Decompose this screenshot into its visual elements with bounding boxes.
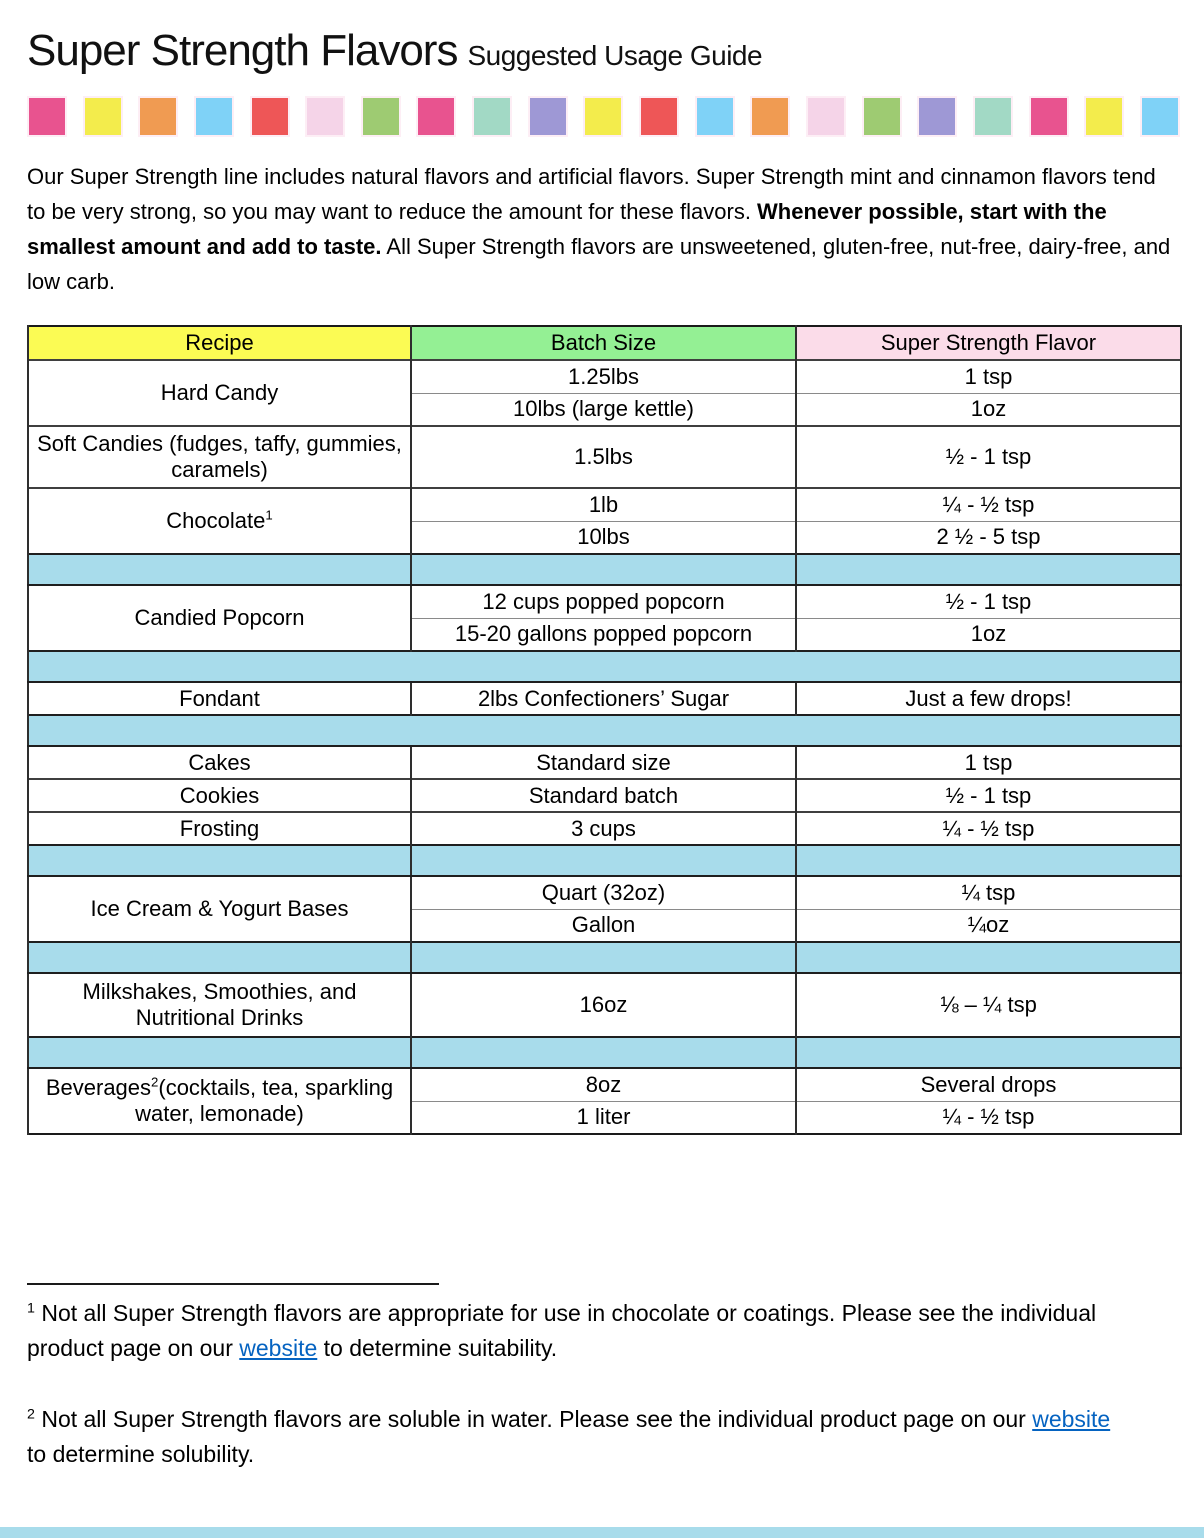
- cell-recipe-hard-candy: Hard Candy: [28, 360, 411, 426]
- cell-batch: 3 cups: [411, 812, 796, 845]
- cell-batch: 16oz: [411, 973, 796, 1037]
- row-chocolate: [28, 488, 1181, 521]
- intro-paragraph: [27, 159, 1180, 299]
- separator-row: [28, 554, 1181, 585]
- color-swatch: [750, 96, 790, 137]
- footnote-2-text-after: to determine solubility.: [27, 1441, 255, 1467]
- footnote-marker-2: 2: [151, 1074, 159, 1090]
- row-milkshakes: [28, 973, 1181, 1037]
- footnote-divider: [27, 1283, 439, 1285]
- cell-flavor: Several drops: [796, 1068, 1181, 1101]
- cell-batch: 1 liter: [411, 1101, 796, 1134]
- cell-recipe-milkshakes: Milkshakes, Smoothies, and Nutritional Drinks: [28, 973, 411, 1037]
- page-title: [27, 26, 1180, 76]
- separator-row: [28, 942, 1181, 973]
- header-flavor: Super Strength Flavor: [796, 326, 1181, 360]
- cell-flavor: 1 tsp: [796, 746, 1181, 779]
- color-swatch: [583, 96, 623, 137]
- cell-recipe-ice-cream: Ice Cream & Yogurt Bases: [28, 876, 411, 942]
- separator-cell: [411, 845, 796, 876]
- color-swatch: [917, 96, 957, 137]
- cell-batch: 10lbs: [411, 521, 796, 554]
- footnote-2-text: Not all Super Strength flavors are soluble in water. Please see the individual product page on our: [34, 1406, 1033, 1432]
- color-strip: [27, 96, 1180, 137]
- separator-cell: [796, 942, 1181, 973]
- color-swatch: [1029, 96, 1069, 137]
- cell-recipe-cookies: Cookies: [28, 779, 411, 812]
- footnote-1-marker: 1: [27, 1300, 35, 1317]
- separator-cell: [796, 845, 1181, 876]
- title-subtitle: Suggested Usage Guide: [467, 40, 763, 71]
- cell-batch: 1.25lbs: [411, 360, 796, 393]
- cell-batch: 2lbs Confectioners’ Sugar: [411, 682, 796, 715]
- color-swatch: [138, 96, 178, 137]
- separator-row: [28, 1037, 1181, 1068]
- color-swatch: [695, 96, 735, 137]
- cell-flavor: 1 tsp: [796, 360, 1181, 393]
- footnote-1-text-after: to determine suitability.: [317, 1335, 558, 1361]
- cell-flavor: ¼oz: [796, 909, 1181, 942]
- separator-cell: [411, 942, 796, 973]
- row-cakes: [28, 746, 1181, 779]
- title-main: Super Strength Flavors: [27, 26, 458, 75]
- cell-batch: 1.5lbs: [411, 426, 796, 488]
- color-swatch: [305, 96, 345, 137]
- cell-batch: 12 cups popped popcorn: [411, 585, 796, 618]
- row-fondant: [28, 682, 1181, 715]
- cell-batch: 10lbs (large kettle): [411, 393, 796, 426]
- color-swatch: [639, 96, 679, 137]
- cell-flavor: ½ - 1 tsp: [796, 779, 1181, 812]
- cell-batch: 15-20 gallons popped popcorn: [411, 618, 796, 651]
- cell-batch: Standard size: [411, 746, 796, 779]
- cell-batch: Standard batch: [411, 779, 796, 812]
- separator-cell: [28, 651, 1181, 682]
- cell-batch: 1lb: [411, 488, 796, 521]
- cell-recipe-cakes: Cakes: [28, 746, 411, 779]
- color-swatch: [83, 96, 123, 137]
- separator-cell: [28, 1037, 411, 1068]
- separator-cell: [411, 554, 796, 585]
- color-swatch: [361, 96, 401, 137]
- separator-row: [28, 715, 1181, 746]
- cell-recipe-chocolate: Chocolate$^1$: [28, 488, 411, 554]
- cell-flavor: ¼ - ½ tsp: [796, 488, 1181, 521]
- cell-batch: Quart (32oz): [411, 876, 796, 909]
- cell-flavor: ⅛ – ¼ tsp: [796, 973, 1181, 1037]
- cell-recipe-frosting: Frosting: [28, 812, 411, 845]
- row-hard-candy: [28, 360, 1181, 393]
- cell-batch: Gallon: [411, 909, 796, 942]
- separator-cell: [411, 1037, 796, 1068]
- row-cookies: [28, 779, 1181, 812]
- separator-cell: [28, 554, 411, 585]
- row-frosting: [28, 812, 1181, 845]
- row-beverages: [28, 1068, 1181, 1101]
- cell-flavor: 1oz: [796, 618, 1181, 651]
- intro-text-bold: Whenever possible, start with the smallest amount and add to taste.: [27, 199, 1107, 259]
- color-swatch: [862, 96, 902, 137]
- separator-cell: [28, 715, 1181, 746]
- usage-table: [27, 325, 1182, 1135]
- cell-recipe-fondant: Fondant: [28, 682, 411, 715]
- color-swatch: [1084, 96, 1124, 137]
- cell-flavor: Just a few drops!: [796, 682, 1181, 715]
- footnote-1: [27, 1296, 1122, 1366]
- cell-flavor: 2 ½ - 5 tsp: [796, 521, 1181, 554]
- cell-flavor: ¼ - ½ tsp: [796, 812, 1181, 845]
- table-header-row: [28, 326, 1181, 360]
- bottom-page-bar: [0, 1527, 1204, 1538]
- color-swatch: [250, 96, 290, 137]
- header-batch-size: Batch Size: [411, 326, 796, 360]
- cell-flavor: ¼ - ½ tsp: [796, 1101, 1181, 1134]
- separator-cell: [796, 554, 1181, 585]
- footnote-marker-1: 1: [265, 507, 273, 523]
- separator-row: [28, 651, 1181, 682]
- color-swatch: [27, 96, 67, 137]
- separator-cell: [28, 845, 411, 876]
- color-swatch: [806, 96, 846, 137]
- row-ice-cream: [28, 876, 1181, 909]
- header-recipe: Recipe: [28, 326, 411, 360]
- row-soft-candies: [28, 426, 1181, 488]
- cell-recipe-candied-popcorn: Candied Popcorn: [28, 585, 411, 651]
- separator-cell: [796, 1037, 1181, 1068]
- color-swatch: [194, 96, 234, 137]
- color-swatch: [416, 96, 456, 137]
- cell-flavor: ½ - 1 tsp: [796, 426, 1181, 488]
- footnote-2: [27, 1402, 1122, 1472]
- cell-flavor: ½ - 1 tsp: [796, 585, 1181, 618]
- separator-cell: [28, 942, 411, 973]
- cell-recipe-soft-candies: Soft Candies (fudges, taffy, gummies, caramels): [28, 426, 411, 488]
- row-candied-popcorn: [28, 585, 1181, 618]
- intro-text-2: All Super Strength flavors are unsweetened, gluten-free, nut-free, dairy-free, and low carb.: [27, 234, 1171, 294]
- color-swatch: [973, 96, 1013, 137]
- website-link-2[interactable]: website: [1032, 1406, 1111, 1432]
- color-swatch: [1140, 96, 1180, 137]
- cell-batch: 8oz: [411, 1068, 796, 1101]
- separator-row: [28, 845, 1181, 876]
- website-link-1[interactable]: website: [239, 1335, 318, 1361]
- color-swatch: [528, 96, 568, 137]
- footnote-2-marker: 2: [27, 1406, 35, 1423]
- cell-flavor: 1oz: [796, 393, 1181, 426]
- footnotes-section: [27, 1283, 1122, 1472]
- footnote-1-text: Not all Super Strength flavors are appropriate for use in chocolate or coatings. Please see the individual product page on our: [27, 1300, 1097, 1361]
- color-swatch: [472, 96, 512, 137]
- cell-recipe-beverages: Beverages$^2$(cocktails, tea, sparkling water, lemonade): [28, 1068, 411, 1134]
- intro-text-1: Our Super Strength line includes natural flavors and artificial flavors. Super Strength mint and cinnamon flavors tend to be very strong, so you may want to reduce the amount for these flavors.: [27, 164, 1156, 224]
- cell-flavor: ¼ tsp: [796, 876, 1181, 909]
